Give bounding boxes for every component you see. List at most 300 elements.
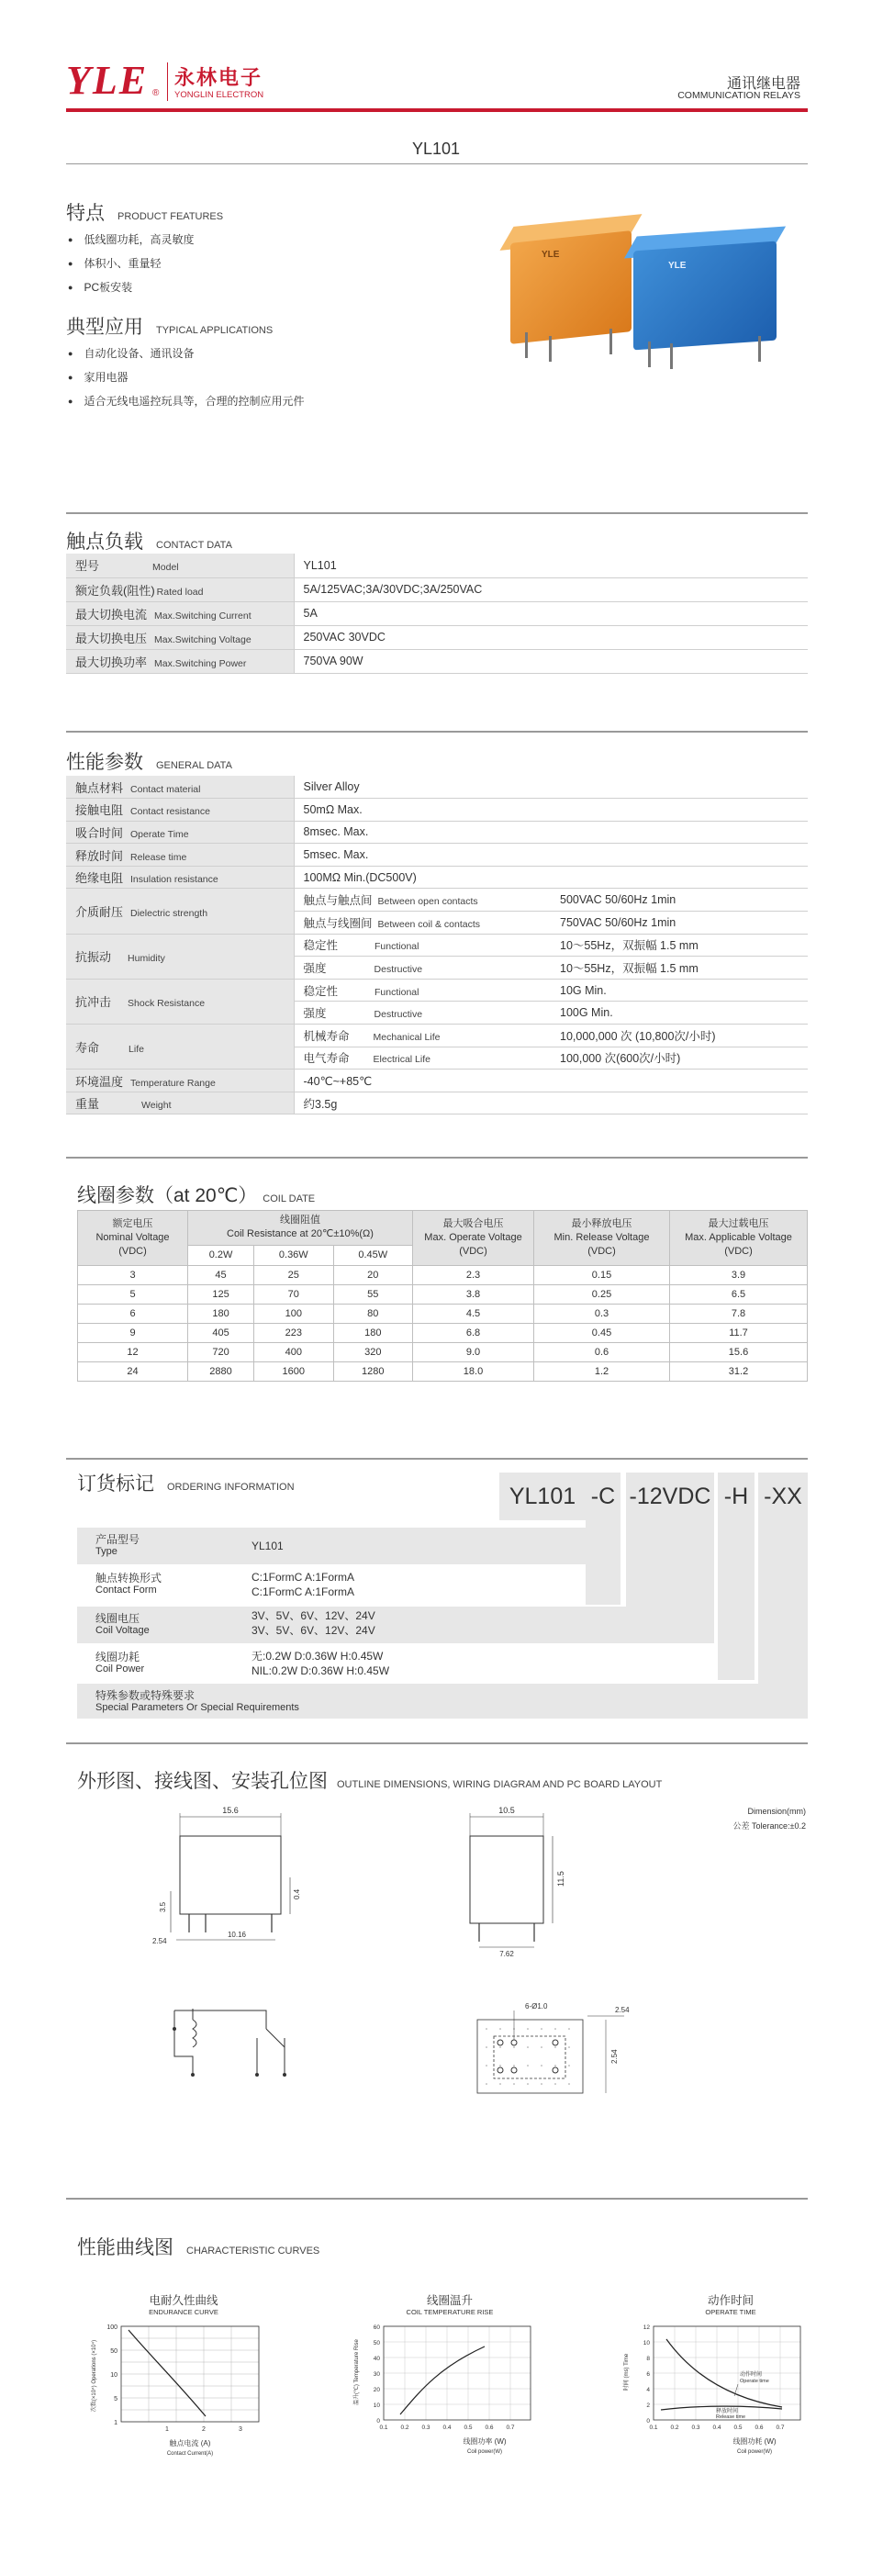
key-cn: 接触电阻 bbox=[75, 803, 124, 818]
key-cn: 介质耐压 bbox=[75, 905, 124, 920]
endurance-title-cn: 电耐久性曲线 bbox=[149, 2294, 218, 2307]
x-axis-label-cn: 线圈功率 (W) bbox=[463, 2437, 507, 2446]
x-axis-label-en: Coil power(W) bbox=[466, 2449, 503, 2455]
key-en: Insulation resistance bbox=[130, 874, 218, 886]
table-row bbox=[66, 577, 808, 601]
mounting-hole bbox=[497, 2040, 503, 2045]
key-en: Dielectric strength bbox=[130, 908, 208, 920]
coil-symbol bbox=[193, 2020, 196, 2047]
table-value: 250VAC 30VDC bbox=[294, 625, 808, 649]
x-tick: 0.3 bbox=[421, 2425, 430, 2431]
key-cn: 最大切换电流 bbox=[75, 607, 148, 622]
table-cell: 3.8 bbox=[413, 1285, 534, 1305]
table-key bbox=[66, 844, 294, 867]
grid-dots bbox=[486, 2028, 570, 2085]
table-row bbox=[66, 979, 808, 1002]
y-tick: 60 bbox=[373, 2324, 380, 2331]
y-tick: 12 bbox=[643, 2324, 650, 2331]
table-cell: 1280 bbox=[333, 1362, 412, 1382]
temperature-chart bbox=[347, 2317, 549, 2464]
header-text: Max. Operate Voltage bbox=[424, 1231, 522, 1243]
mounting-hole bbox=[553, 2067, 558, 2073]
x-tick: 0.7 bbox=[506, 2425, 515, 2431]
table-key bbox=[66, 889, 294, 934]
header-text: (VDC) bbox=[587, 1246, 616, 1258]
relay-pin bbox=[648, 342, 651, 367]
table-value: 100G Min. bbox=[551, 1002, 808, 1025]
table-cell: 12 bbox=[78, 1343, 188, 1362]
table-cell: 0.6 bbox=[534, 1343, 670, 1362]
table-cell: 0.45 bbox=[534, 1324, 670, 1343]
sub-key-cn: 电气寿命 bbox=[303, 1052, 350, 1066]
table-value: -40℃~+85℃ bbox=[294, 1070, 808, 1092]
table-cell: 6 bbox=[78, 1305, 188, 1324]
side-body-outline bbox=[470, 1836, 543, 1923]
application-item: ● 家用电器 bbox=[68, 369, 128, 385]
x-tick: 0.7 bbox=[776, 2425, 785, 2431]
ordering-title-en: ORDERING INFORMATION bbox=[167, 1482, 295, 1493]
table-row bbox=[66, 1070, 808, 1092]
table-cell: 25 bbox=[254, 1266, 333, 1285]
dim-pin-offset: 2.54 bbox=[152, 1937, 167, 1945]
switch-contact bbox=[266, 2029, 285, 2047]
relay-pin bbox=[758, 336, 761, 362]
x-tick: 2 bbox=[202, 2426, 206, 2433]
table-cell: 720 bbox=[188, 1343, 254, 1362]
table-value: 5A bbox=[294, 601, 808, 625]
sub-key-cn: 强度 bbox=[303, 962, 327, 976]
sub-key-cn: 触点与线圈间 bbox=[303, 916, 373, 930]
dim-depth: 10.5 bbox=[498, 1806, 515, 1815]
table-cell: 223 bbox=[254, 1324, 333, 1343]
table-cell: 0.15 bbox=[534, 1266, 670, 1285]
general-title-cn: 性能参数 bbox=[66, 752, 143, 773]
endurance-title-en: ENDURANCE CURVE bbox=[149, 2308, 218, 2316]
y-tick: 4 bbox=[646, 2387, 650, 2393]
dim-width: 15.6 bbox=[222, 1806, 239, 1815]
dim-pin-pitch: 10.16 bbox=[227, 1931, 247, 1939]
table-row bbox=[66, 1025, 808, 1047]
relay-orange-label: YLE bbox=[542, 250, 560, 260]
header-text: 最大吸合电压 bbox=[442, 1217, 504, 1229]
side-view-drawing bbox=[450, 1804, 597, 1960]
table-row bbox=[66, 866, 808, 889]
table-row bbox=[66, 889, 808, 912]
board-outline bbox=[477, 2020, 583, 2093]
value-line: C:1FormC A:1FormA bbox=[252, 1571, 355, 1584]
table-key bbox=[66, 649, 294, 673]
model-title: YL101 bbox=[411, 140, 461, 158]
key-en: Max.Switching Voltage bbox=[154, 633, 252, 645]
table-row bbox=[78, 1305, 808, 1324]
table-key bbox=[66, 601, 294, 625]
legend-release-cn: 释放时间 bbox=[716, 2409, 739, 2414]
feature-item: ● 低线圈功耗，高灵敏度 bbox=[68, 231, 194, 247]
key-en: Temperature Range bbox=[130, 1077, 216, 1089]
legend-release-en: Release time bbox=[716, 2414, 746, 2420]
table-cell: 24 bbox=[78, 1362, 188, 1382]
company-name-en: YONGLIN ELECTRON bbox=[174, 90, 264, 100]
key-en: Release time bbox=[130, 851, 187, 863]
y-tick: 10 bbox=[373, 2402, 380, 2409]
coil-table bbox=[77, 1210, 808, 1382]
y-tick: 30 bbox=[373, 2371, 380, 2378]
order-code-type: YL101 bbox=[499, 1473, 586, 1520]
general-table bbox=[66, 776, 808, 1114]
y-tick: 1 bbox=[114, 2420, 117, 2426]
x-tick: 3 bbox=[239, 2426, 242, 2433]
y-tick: 40 bbox=[373, 2356, 380, 2362]
key-en: Max.Switching Current bbox=[154, 610, 252, 622]
table-cell: 0.3 bbox=[534, 1305, 670, 1324]
wire-line bbox=[174, 2010, 266, 2029]
order-code-voltage: -12VDC bbox=[626, 1473, 714, 1643]
dimension-unit: Dimension(mm) bbox=[747, 1807, 806, 1816]
table-cell: 400 bbox=[254, 1343, 333, 1362]
table-cell: 70 bbox=[254, 1285, 333, 1305]
table-key bbox=[66, 1025, 294, 1070]
registered-mark: ® bbox=[152, 88, 160, 98]
table-row bbox=[66, 934, 808, 957]
key-en: Humidity bbox=[128, 953, 165, 965]
x-tick: 0.6 bbox=[755, 2425, 764, 2431]
outline-title-en: OUTLINE DIMENSIONS, WIRING DIAGRAM AND PC BOARD LAYOUT bbox=[337, 1779, 663, 1790]
operate-title-en: OPERATE TIME bbox=[705, 2308, 756, 2316]
key-en: Model bbox=[152, 562, 179, 574]
table-cell: 180 bbox=[188, 1305, 254, 1324]
key-en: Contact material bbox=[130, 783, 201, 795]
sub-key bbox=[294, 889, 551, 912]
contact-title-en: CONTACT DATA bbox=[156, 540, 232, 551]
sub-key-cn: 机械寿命 bbox=[303, 1029, 350, 1043]
table-value: 10～55Hz，双振幅 1.5 mm bbox=[551, 934, 808, 957]
table-row bbox=[66, 821, 808, 844]
table-value: 750VA 90W bbox=[294, 649, 808, 673]
section-rule bbox=[66, 512, 808, 514]
table-row bbox=[66, 554, 808, 577]
temperature-grid bbox=[384, 2326, 531, 2420]
x-tick: 0.6 bbox=[485, 2425, 494, 2431]
sub-key bbox=[294, 934, 551, 957]
sub-key-cn: 稳定性 bbox=[303, 984, 339, 998]
sub-key-en: Functional bbox=[375, 986, 419, 998]
sub-key bbox=[294, 912, 551, 935]
table-cell: 320 bbox=[333, 1343, 412, 1362]
wire-line bbox=[174, 2010, 193, 2075]
applications-title-cn: 典型应用 bbox=[66, 317, 143, 338]
tolerance-note: 公差 Tolerance:±0.2 bbox=[732, 1821, 806, 1831]
contact-heading bbox=[66, 527, 232, 554]
order-type-en: Type bbox=[95, 1546, 117, 1557]
dim-height-left: 3.5 bbox=[159, 1901, 167, 1912]
front-view-drawing bbox=[138, 1804, 321, 1960]
key-cn: 抗振动 bbox=[75, 950, 112, 965]
coil-title-cn: 线圈参数（at 20℃） bbox=[77, 1185, 258, 1206]
sub-key bbox=[294, 1025, 551, 1047]
key-cn: 释放时间 bbox=[75, 848, 124, 863]
features-title-cn: 特点 bbox=[66, 203, 105, 224]
key-en: Life bbox=[129, 1043, 144, 1055]
dim-pin-row: 7.62 bbox=[499, 1950, 514, 1958]
y-tick: 2 bbox=[646, 2402, 650, 2409]
features-heading bbox=[66, 198, 223, 226]
order-type-row bbox=[77, 1528, 587, 1564]
table-value: 5msec. Max. bbox=[294, 844, 808, 867]
category-cn: 通讯继电器 bbox=[726, 76, 800, 92]
sub-key-en: Destructive bbox=[374, 1009, 423, 1021]
order-special-en: Special Parameters Or Special Requirements bbox=[95, 1702, 299, 1713]
application-item: ● 自动化设备、通讯设备 bbox=[68, 345, 194, 361]
value-line: NIL:0.2W D:0.36W H:0.45W bbox=[252, 1664, 390, 1678]
order-special-cn: 特殊参数或特殊要求 bbox=[95, 1689, 196, 1702]
temperature-title-en: COIL TEMPERATURE RISE bbox=[406, 2308, 494, 2316]
order-code-power: -H bbox=[718, 1473, 755, 1680]
temperature-title-cn: 线圈温升 bbox=[426, 2294, 473, 2307]
sub-key-en: Mechanical Life bbox=[373, 1031, 441, 1043]
key-en: Operate Time bbox=[130, 828, 189, 840]
x-tick: 0.4 bbox=[712, 2425, 721, 2431]
wiring-diagram bbox=[156, 2001, 303, 2093]
table-cell: 31.2 bbox=[670, 1362, 808, 1382]
y-tick: 100 bbox=[106, 2324, 117, 2331]
y-tick: 0 bbox=[376, 2418, 380, 2425]
header-text: Max. Applicable Voltage bbox=[685, 1231, 792, 1243]
endurance-chart bbox=[84, 2317, 277, 2464]
order-voltage-en: Coil Voltage bbox=[95, 1625, 150, 1636]
table-row bbox=[66, 601, 808, 625]
y-tick: 20 bbox=[373, 2387, 380, 2393]
legend-operate-cn: 动作时间 bbox=[740, 2372, 763, 2378]
table-cell: 180 bbox=[333, 1324, 412, 1343]
mounting-hole bbox=[511, 2040, 517, 2045]
y-tick: 5 bbox=[114, 2396, 117, 2402]
table-key bbox=[66, 866, 294, 889]
header-text: 线圈阻值 bbox=[280, 1215, 320, 1226]
order-code-special: -XX bbox=[758, 1473, 808, 1719]
table-cell: 4.5 bbox=[413, 1305, 534, 1324]
sub-key bbox=[294, 1047, 551, 1070]
table-row bbox=[78, 1285, 808, 1305]
table-key bbox=[66, 577, 294, 601]
terminal-dot bbox=[191, 2073, 195, 2077]
table-cell: 405 bbox=[188, 1324, 254, 1343]
brand-logo: YLE bbox=[66, 58, 149, 103]
dim-hole-dia: 6-Ø1.0 bbox=[525, 2002, 548, 2010]
sub-key-en: Destructive bbox=[374, 964, 423, 976]
value-line: C:1FormC A:1FormA bbox=[252, 1585, 355, 1599]
y-axis-label: 次数(×10⁴) Operations (×10⁴) bbox=[92, 2339, 97, 2413]
order-form-value bbox=[252, 1570, 354, 1599]
table-key bbox=[66, 821, 294, 844]
key-cn: 最大切换功率 bbox=[75, 655, 148, 669]
header-power: 0.36W bbox=[254, 1245, 333, 1265]
order-code-form: -C bbox=[586, 1473, 620, 1605]
x-axis-label-en: Contact Current(A) bbox=[166, 2451, 214, 2457]
header-text: (VDC) bbox=[118, 1246, 147, 1258]
table-row bbox=[78, 1362, 808, 1382]
table-key bbox=[66, 554, 294, 577]
table-cell: 9 bbox=[78, 1324, 188, 1343]
relay-pin bbox=[670, 343, 673, 369]
table-cell: 20 bbox=[333, 1266, 412, 1285]
order-power-cn: 线圈功耗 bbox=[95, 1651, 140, 1663]
header-text: (VDC) bbox=[724, 1246, 753, 1258]
relay-pin bbox=[609, 329, 612, 354]
table-row bbox=[66, 844, 808, 867]
sub-key-en: Electrical Life bbox=[373, 1054, 430, 1066]
key-cn: 环境温度 bbox=[75, 1074, 124, 1089]
value-line: 3V、5V、6V、12V、24V bbox=[252, 1609, 375, 1622]
sub-key-en: Functional bbox=[375, 941, 419, 953]
dim-height-right: 0.4 bbox=[293, 1888, 301, 1899]
legend-operate-en: Operate time bbox=[740, 2379, 769, 2384]
table-key bbox=[66, 934, 294, 979]
coil-heading bbox=[77, 1181, 315, 1208]
table-cell: 0.25 bbox=[534, 1285, 670, 1305]
relay-pin bbox=[525, 332, 528, 358]
relay-orange-body bbox=[510, 230, 632, 344]
applications-title-en: TYPICAL APPLICATIONS bbox=[156, 325, 274, 336]
relay-footprint bbox=[494, 2036, 565, 2078]
section-rule bbox=[66, 731, 808, 733]
front-body-outline bbox=[180, 1836, 281, 1914]
x-tick: 0.5 bbox=[464, 2425, 473, 2431]
header-nominal bbox=[78, 1211, 188, 1266]
table-cell: 80 bbox=[333, 1305, 412, 1324]
table-value: 5A/125VAC;3A/30VDC;3A/250VAC bbox=[294, 577, 808, 601]
header-rule bbox=[66, 108, 808, 112]
table-cell: 45 bbox=[188, 1266, 254, 1285]
x-tick: 0.2 bbox=[670, 2425, 679, 2431]
table-cell: 2.3 bbox=[413, 1266, 534, 1285]
applications-heading bbox=[66, 312, 273, 340]
logo-divider bbox=[167, 62, 168, 101]
table-value: Silver Alloy bbox=[294, 776, 808, 799]
table-cell: 3.9 bbox=[670, 1266, 808, 1285]
x-tick: 0.2 bbox=[400, 2425, 409, 2431]
operate-title-cn: 动作时间 bbox=[707, 2294, 754, 2307]
ordering-heading bbox=[77, 1469, 295, 1496]
key-en: Contact resistance bbox=[130, 806, 210, 818]
table-cell: 6.8 bbox=[413, 1324, 534, 1343]
coil-title-en: COIL DATE bbox=[263, 1193, 316, 1204]
order-type-cn: 产品型号 bbox=[95, 1533, 140, 1546]
relay-blue-body bbox=[633, 241, 777, 351]
x-tick: 0.1 bbox=[649, 2425, 658, 2431]
value-line: 无:0.2W D:0.36W H:0.45W bbox=[252, 1650, 384, 1663]
y-axis-label: 时间 (ms) Time bbox=[624, 2353, 630, 2391]
mounting-hole bbox=[497, 2067, 503, 2073]
key-en: Rated load bbox=[156, 586, 204, 598]
table-value: 50mΩ Max. bbox=[294, 799, 808, 822]
contact-table bbox=[66, 554, 808, 674]
sub-key-en: Between coil & contacts bbox=[377, 918, 480, 930]
table-value: 8msec. Max. bbox=[294, 821, 808, 844]
y-tick: 50 bbox=[110, 2348, 117, 2355]
y-tick: 6 bbox=[646, 2371, 650, 2378]
sub-key-cn: 强度 bbox=[303, 1007, 327, 1021]
table-value: 500VAC 50/60Hz 1min bbox=[551, 889, 808, 912]
category-en: COMMUNICATION RELAYS bbox=[677, 90, 800, 101]
mounting-hole bbox=[511, 2067, 517, 2073]
x-tick: 0.4 bbox=[442, 2425, 452, 2431]
sub-key-cn: 稳定性 bbox=[303, 939, 339, 953]
order-power-en: Coil Power bbox=[95, 1663, 145, 1674]
table-row bbox=[78, 1266, 808, 1285]
order-form-cn: 触点转换形式 bbox=[95, 1572, 162, 1585]
features-title-en: PRODUCT FEATURES bbox=[117, 211, 224, 222]
company-name-cn: 永林电子 bbox=[174, 66, 263, 89]
table-cell: 11.7 bbox=[670, 1324, 808, 1343]
sub-key bbox=[294, 1002, 551, 1025]
key-en: Max.Switching Power bbox=[154, 657, 247, 669]
terminal-dot bbox=[173, 2027, 176, 2031]
feature-item: ● PC板安装 bbox=[68, 279, 132, 295]
key-cn: 触点材料 bbox=[75, 780, 124, 795]
outline-heading bbox=[77, 1766, 662, 1794]
key-cn: 型号 bbox=[75, 559, 100, 574]
order-voltage-value bbox=[252, 1608, 375, 1638]
endurance-curve-line bbox=[129, 2330, 206, 2416]
table-cell: 2880 bbox=[188, 1362, 254, 1382]
table-cell: 6.5 bbox=[670, 1285, 808, 1305]
section-rule bbox=[66, 1742, 808, 1744]
contact-title-cn: 触点负载 bbox=[66, 532, 143, 553]
x-axis-label-cn: 触点电流 (A) bbox=[169, 2439, 211, 2447]
dim-hole-row: 2.54 bbox=[610, 2049, 619, 2064]
key-cn: 重量 bbox=[75, 1097, 100, 1112]
section-rule bbox=[66, 2198, 808, 2200]
ordering-title-cn: 订货标记 bbox=[77, 1473, 154, 1495]
curves-title-cn: 性能曲线图 bbox=[77, 2237, 173, 2258]
header-release bbox=[534, 1211, 670, 1266]
curves-heading bbox=[77, 2233, 319, 2260]
header-text: Coil Resistance at 20℃±10%(Ω) bbox=[227, 1228, 374, 1240]
table-value: YL101 bbox=[294, 554, 808, 577]
value-line: 3V、5V、6V、12V、24V bbox=[252, 1624, 375, 1638]
dim-hole-pitch: 2.54 bbox=[615, 2006, 630, 2014]
x-axis-label-cn: 线圈功耗 (W) bbox=[732, 2437, 777, 2446]
table-cell: 100 bbox=[254, 1305, 333, 1324]
x-tick: 1 bbox=[165, 2426, 169, 2433]
table-value: 750VAC 50/60Hz 1min bbox=[551, 912, 808, 935]
key-cn: 寿命 bbox=[75, 1040, 100, 1055]
terminal-dot bbox=[255, 2073, 259, 2077]
key-cn: 额定负载(阻性) bbox=[75, 583, 155, 598]
y-tick: 50 bbox=[373, 2340, 380, 2346]
sub-key-en: Between open contacts bbox=[377, 896, 478, 908]
table-key bbox=[66, 1070, 294, 1092]
dim-body-height: 11.5 bbox=[556, 1871, 565, 1887]
y-tick: 10 bbox=[110, 2372, 117, 2379]
table-value: 10～55Hz，双振幅 1.5 mm bbox=[551, 957, 808, 980]
header-text: (VDC) bbox=[459, 1246, 487, 1258]
order-type-value: YL101 bbox=[252, 1540, 284, 1552]
table-cell: 1.2 bbox=[534, 1362, 670, 1382]
header-text: 额定电压 bbox=[112, 1217, 153, 1229]
table-header-row bbox=[78, 1211, 808, 1246]
table-cell: 1600 bbox=[254, 1362, 333, 1382]
endurance-grid bbox=[121, 2326, 259, 2422]
table-cell: 125 bbox=[188, 1285, 254, 1305]
feature-item: ● 体积小、重量轻 bbox=[68, 255, 161, 271]
table-value: 约3.5g bbox=[294, 1092, 808, 1114]
key-en: Weight bbox=[141, 1100, 172, 1112]
key-cn: 抗冲击 bbox=[75, 995, 112, 1010]
sub-key-cn: 触点与触点间 bbox=[303, 894, 373, 908]
table-key bbox=[66, 776, 294, 799]
table-key bbox=[66, 1092, 294, 1114]
